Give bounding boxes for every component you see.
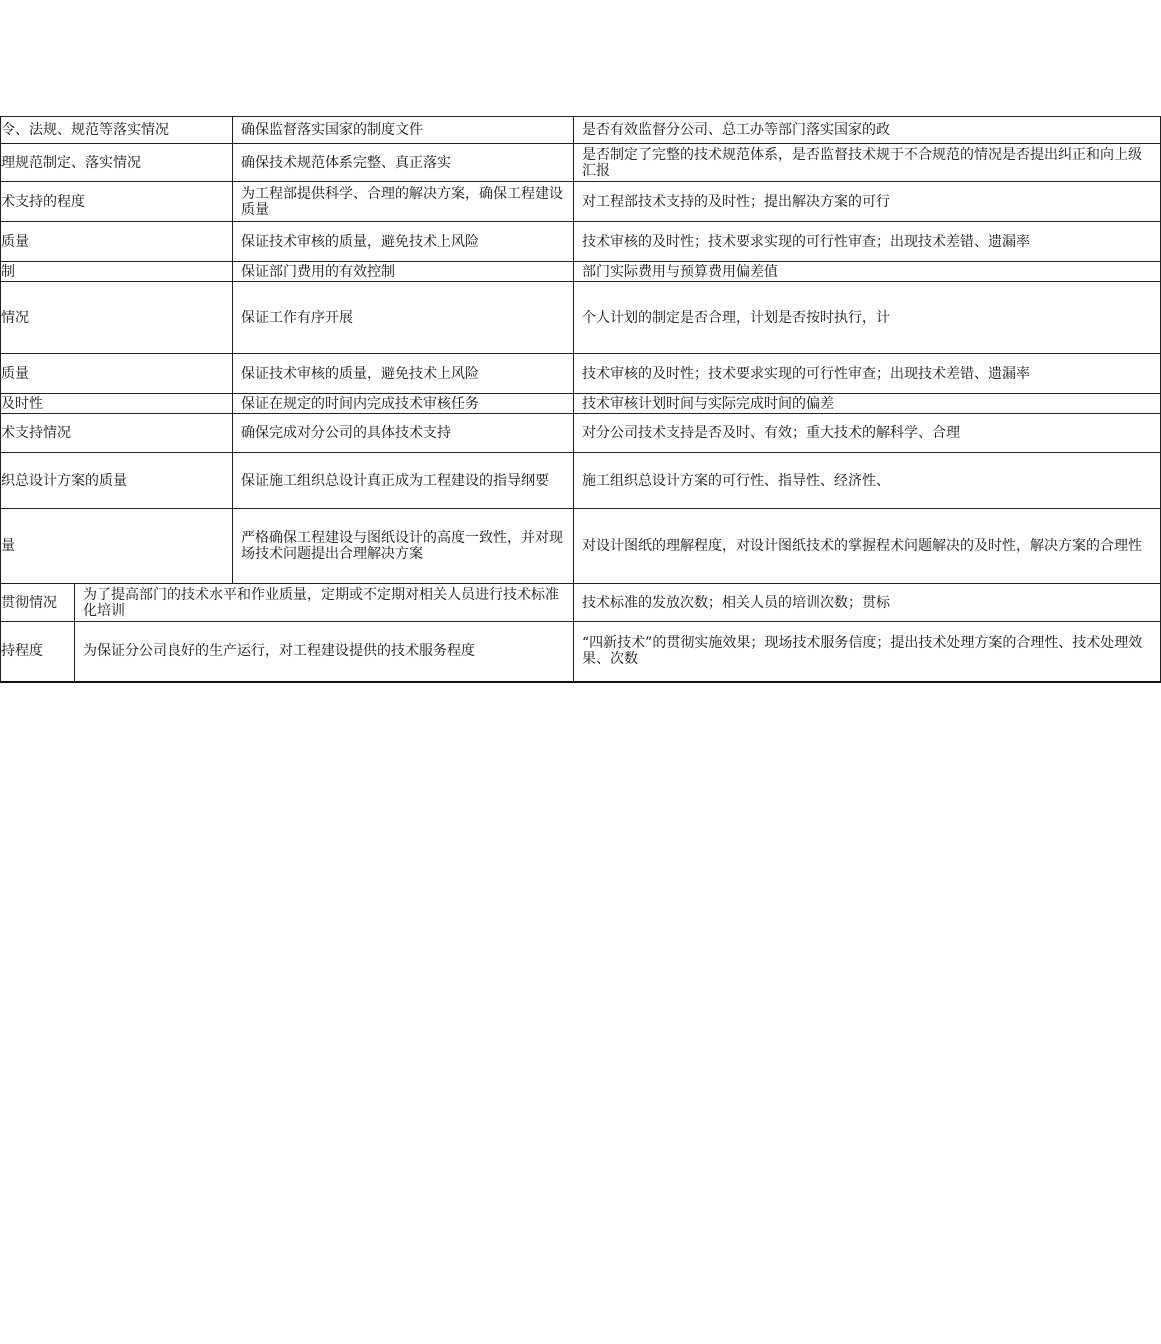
table-row bbox=[1, 509, 1161, 584]
standard-cell: 技术审核的及时性；技术要求实现的可行性审查；出现技术差错、遗漏率 bbox=[574, 354, 1161, 394]
purpose-cell: 确保完成对分公司的具体技术支持 bbox=[233, 414, 574, 453]
purpose-cell: 保证技术审核的质量，避免技术上风险 bbox=[233, 222, 574, 262]
kpi-table bbox=[0, 116, 1161, 683]
standard-cell: 是否有效监督分公司、总工办等部门落实国家的政 bbox=[574, 117, 1161, 144]
assessment-item-cell: 制 bbox=[1, 262, 233, 282]
standard-cell: 是否制定了完整的技术规范体系，是否监督技术规于不合规范的情况是否提出纠正和向上级汇报 bbox=[574, 144, 1161, 182]
standard-cell: 技术标准的发放次数；相关人员的培训次数；贯标 bbox=[574, 584, 1161, 622]
table-row bbox=[1, 262, 1161, 282]
standard-cell: 个人计划的制定是否合理，计划是否按时执行，计 bbox=[574, 282, 1161, 354]
assessment-item-cell: 理规范制定、落实情况 bbox=[1, 144, 233, 182]
table-row bbox=[1, 394, 1161, 414]
assessment-item-cell: 质量 bbox=[1, 354, 233, 394]
table-row bbox=[1, 453, 1161, 509]
assessment-item-cell: 令、法规、规范等落实情况 bbox=[1, 117, 233, 144]
table-row bbox=[1, 414, 1161, 453]
standard-cell: 部门实际费用与预算费用偏差值 bbox=[574, 262, 1161, 282]
table-row bbox=[1, 354, 1161, 394]
standard-cell: 对设计图纸的理解程度，对设计图纸技术的掌握程术问题解决的及时性，解决方案的合理性 bbox=[574, 509, 1161, 584]
purpose-cell: 保证在规定的时间内完成技术审核任务 bbox=[233, 394, 574, 414]
table-row bbox=[1, 182, 1161, 222]
assessment-item-cell: 情况 bbox=[1, 282, 233, 354]
purpose-cell: 为工程部提供科学、合理的解决方案，确保工程建设质量 bbox=[233, 182, 574, 222]
table-row bbox=[1, 584, 1161, 622]
table-row bbox=[1, 282, 1161, 354]
assessment-item-cell: 量 bbox=[1, 509, 233, 584]
table-row bbox=[1, 222, 1161, 262]
standard-cell: 施工组织总设计方案的可行性、指导性、经济性、 bbox=[574, 453, 1161, 509]
assessment-item-cell: 持程度 bbox=[1, 622, 75, 682]
table-row bbox=[1, 144, 1161, 182]
purpose-cell: 严格确保工程建设与图纸设计的高度一致性，并对现场技术问题提出合理解决方案 bbox=[233, 509, 574, 584]
assessment-item-cell: 织总设计方案的质量 bbox=[1, 453, 233, 509]
assessment-item-cell: 质量 bbox=[1, 222, 233, 262]
assessment-item-cell: 术支持的程度 bbox=[1, 182, 233, 222]
standard-cell: 对分公司技术支持是否及时、有效；重大技术的解科学、合理 bbox=[574, 414, 1161, 453]
assessment-item-cell: 及时性 bbox=[1, 394, 233, 414]
standard-cell: “四新技术”的贯彻实施效果；现场技术服务信度；提出技术处理方案的合理性、技术处理效果、次数 bbox=[574, 622, 1161, 682]
purpose-cell: 为了提高部门的技术水平和作业质量，定期或不定期对相关人员进行技术标准化培训 bbox=[75, 584, 574, 622]
assessment-item-cell: 术支持情况 bbox=[1, 414, 233, 453]
purpose-cell: 保证施工组织总设计真正成为工程建设的指导纲要 bbox=[233, 453, 574, 509]
standard-cell: 对工程部技术支持的及时性；提出解决方案的可行 bbox=[574, 182, 1161, 222]
purpose-cell: 为保证分公司良好的生产运行，对工程建设提供的技术服务程度 bbox=[75, 622, 574, 682]
assessment-item-cell: 贯彻情况 bbox=[1, 584, 75, 622]
purpose-cell: 保证部门费用的有效控制 bbox=[233, 262, 574, 282]
purpose-cell: 保证技术审核的质量，避免技术上风险 bbox=[233, 354, 574, 394]
purpose-cell: 确保技术规范体系完整、真正落实 bbox=[233, 144, 574, 182]
table-row bbox=[1, 117, 1161, 144]
table-row bbox=[1, 622, 1161, 682]
purpose-cell: 保证工作有序开展 bbox=[233, 282, 574, 354]
standard-cell: 技术审核计划时间与实际完成时间的偏差 bbox=[574, 394, 1161, 414]
standard-cell: 技术审核的及时性；技术要求实现的可行性审查；出现技术差错、遗漏率 bbox=[574, 222, 1161, 262]
purpose-cell: 确保监督落实国家的制度文件 bbox=[233, 117, 574, 144]
